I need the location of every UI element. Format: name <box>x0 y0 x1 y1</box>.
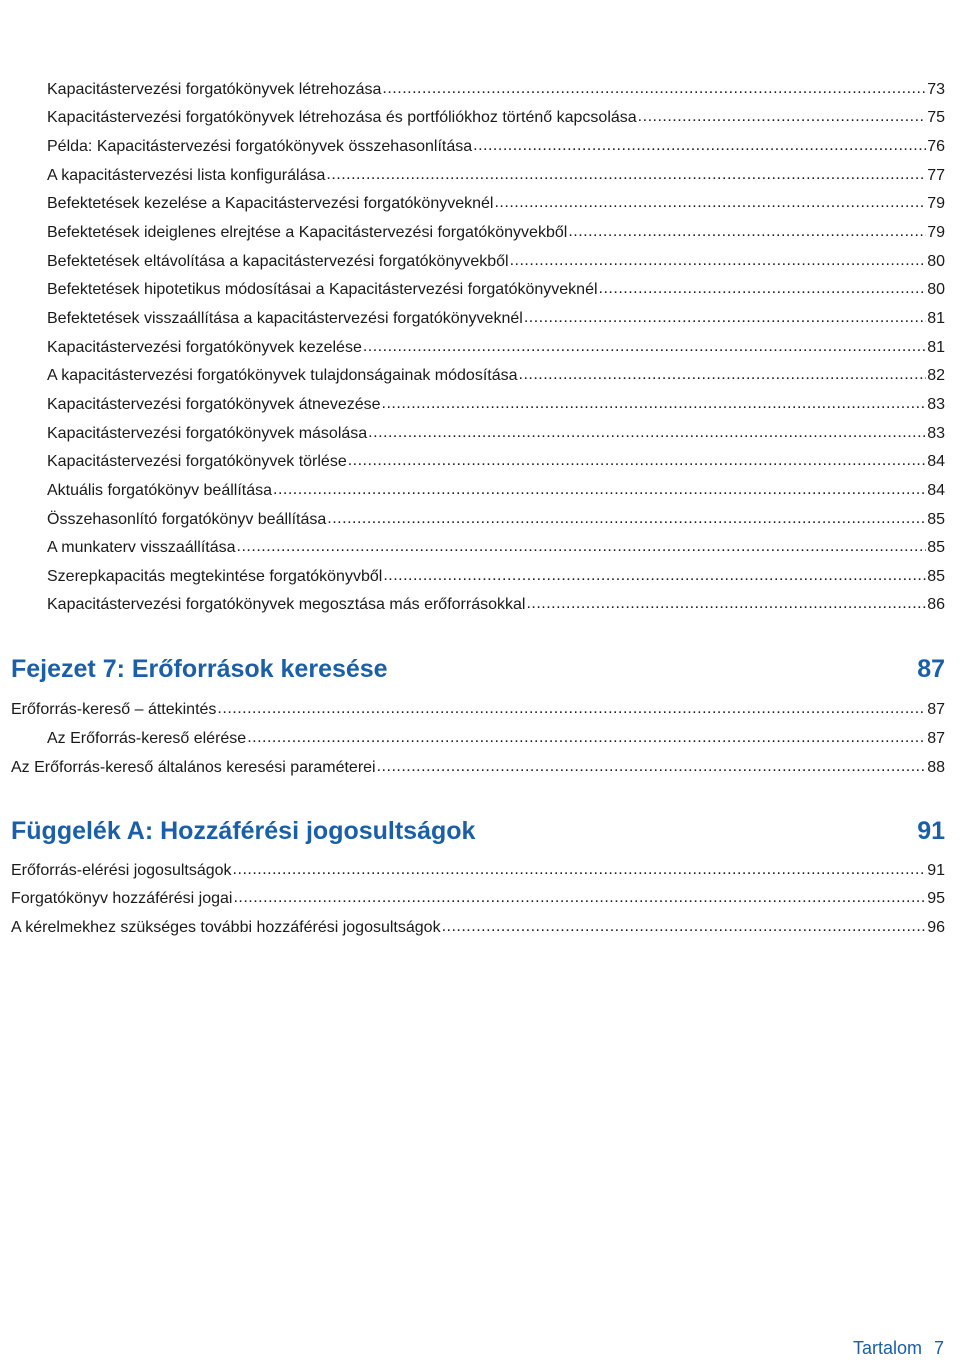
toc-entry-page: 87 <box>927 730 945 747</box>
dot-leader <box>383 566 926 586</box>
toc-entry[interactable] <box>11 758 945 778</box>
toc-entry[interactable] <box>47 252 945 272</box>
dot-leader <box>233 888 926 908</box>
toc-entry-title: Kapacitástervezési forgatókönyvek törlése <box>47 453 347 470</box>
dot-leader <box>494 193 926 213</box>
toc-entry-title: Erőforrás-elérési jogosultságok <box>11 862 232 879</box>
dot-leader <box>442 917 927 937</box>
toc-entry-title: Befektetések hipotetikus módosításai a Kapacitástervezési forgatókönyveknél <box>47 281 598 298</box>
chapter-title: Fejezet 7: Erőforrások keresése <box>11 655 388 683</box>
toc-entry-page: 96 <box>927 919 945 936</box>
toc-entry[interactable] <box>47 80 945 100</box>
dot-leader <box>237 537 927 557</box>
chapter-heading[interactable] <box>11 652 945 686</box>
toc-entry-page: 88 <box>927 759 945 776</box>
toc-entry-page: 85 <box>927 568 945 585</box>
toc-entry-title: Kapacitástervezési forgatókönyvek másolása <box>47 425 368 442</box>
toc-entry-title: Kapacitástervezési forgatókönyvek létrehozása <box>47 81 382 98</box>
toc-entry[interactable] <box>47 280 945 300</box>
dot-leader <box>363 337 926 357</box>
dot-leader <box>368 423 926 443</box>
toc-entry[interactable] <box>11 861 945 881</box>
toc-entry-page: 84 <box>927 453 945 470</box>
toc-entry-page: 75 <box>927 109 945 126</box>
toc-entry-page: 87 <box>927 701 945 718</box>
dot-leader <box>217 699 926 719</box>
dot-leader <box>326 165 926 185</box>
toc-entry-page: 81 <box>927 310 945 327</box>
toc-entry-page: 76 <box>927 138 945 155</box>
toc-entry[interactable] <box>47 481 945 501</box>
toc-entry-page: 85 <box>927 511 945 528</box>
footer-page-number: 7 <box>933 1338 944 1358</box>
toc-entry-title: Kapacitástervezési forgatókönyvek átnevezése <box>47 396 381 413</box>
toc-entry-title: Az Erőforrás-kereső általános keresési paraméterei <box>11 759 376 776</box>
toc-entry-title: Kapacitástervezési forgatókönyvek létrehozása és portfóliókhoz történő kapcsolása <box>47 109 637 126</box>
dot-leader <box>599 279 927 299</box>
chapter-page: 87 <box>917 655 945 683</box>
dot-leader <box>273 480 926 500</box>
toc-entry[interactable] <box>47 338 945 358</box>
toc-entry[interactable] <box>47 424 945 444</box>
toc-entry-page: 85 <box>927 539 945 556</box>
toc-entry-page: 81 <box>927 339 945 356</box>
toc-entry-title: A kapacitástervezési forgatókönyvek tulajdonságainak módosítása <box>47 367 518 384</box>
toc-entry-title: Kapacitástervezési forgatókönyvek megosztása más erőforrásokkal <box>47 596 526 613</box>
dot-leader <box>510 251 927 271</box>
toc-entry-title: A kapacitástervezési lista konfigurálása <box>47 167 326 184</box>
footer-section: Tartalom <box>852 1338 922 1358</box>
toc-entry[interactable] <box>11 918 945 938</box>
toc-entry-page: 79 <box>927 195 945 212</box>
dot-leader <box>382 79 926 99</box>
toc-entry-title: Forgatókönyv hozzáférési jogai <box>11 890 233 907</box>
dot-leader <box>348 451 926 471</box>
toc-entry[interactable] <box>47 194 945 214</box>
toc-entry-title: A munkaterv visszaállítása <box>47 539 236 556</box>
dot-leader <box>473 136 926 156</box>
toc-entry-title: Erőforrás-kereső – áttekintés <box>11 701 217 718</box>
toc-entry-page: 83 <box>927 425 945 442</box>
toc-entry-title: Összehasonlító forgatókönyv beállítása <box>47 511 327 528</box>
toc-entry-title: Kapacitástervezési forgatókönyvek kezelése <box>47 339 362 356</box>
appendix-heading[interactable] <box>11 814 945 848</box>
dot-leader <box>519 365 927 385</box>
toc-entry-title: Befektetések eltávolítása a kapacitástervezési forgatókönyvekből <box>47 253 509 270</box>
toc-entry-page: 86 <box>927 596 945 613</box>
toc-entry-title: Az Erőforrás-kereső elérése <box>47 730 247 747</box>
appendix-title: Függelék A: Hozzáférési jogosultságok <box>11 817 476 845</box>
toc-entry[interactable] <box>47 309 945 329</box>
toc-entry[interactable] <box>47 729 945 749</box>
toc-entry[interactable] <box>47 452 945 472</box>
toc-entry[interactable] <box>47 137 945 157</box>
dot-leader <box>377 757 927 777</box>
dot-leader <box>327 509 926 529</box>
toc-entry[interactable] <box>47 595 945 615</box>
appendix-page: 91 <box>917 817 945 845</box>
dot-leader <box>638 107 927 127</box>
toc-entry[interactable] <box>47 366 945 386</box>
toc-entry[interactable] <box>11 889 945 909</box>
toc-entry-page: 95 <box>927 890 945 907</box>
toc-entry[interactable] <box>47 108 945 128</box>
toc-entry[interactable] <box>11 700 945 720</box>
toc-entry-title: Befektetések kezelése a Kapacitástervezési forgatókönyveknél <box>47 195 494 212</box>
toc-entry-page: 80 <box>927 253 945 270</box>
toc-entry-title: A kérelmekhez szükséges további hozzáférési jogosultságok <box>11 919 441 936</box>
dot-leader <box>524 308 926 328</box>
toc-entry-title: Befektetések ideiglenes elrejtése a Kapacitástervezési forgatókönyvekből <box>47 224 568 241</box>
toc-entry-page: 80 <box>927 281 945 298</box>
toc-entry[interactable] <box>47 538 945 558</box>
dot-leader <box>568 222 926 242</box>
toc-entry-page: 73 <box>927 81 945 98</box>
dot-leader <box>247 728 926 748</box>
toc-entry[interactable] <box>47 166 945 186</box>
toc-entry-page: 82 <box>927 367 945 384</box>
dot-leader <box>526 594 926 614</box>
toc-entry-title: Befektetések visszaállítása a kapacitástervezési forgatókönyveknél <box>47 310 523 327</box>
toc-entry-title: Aktuális forgatókönyv beállítása <box>47 482 273 499</box>
dot-leader <box>233 860 927 880</box>
toc-entry-page: 91 <box>927 862 945 879</box>
toc-entry-page: 83 <box>927 396 945 413</box>
toc-entry-title: Szerepkapacitás megtekintése forgatókönyvből <box>47 568 383 585</box>
toc-entry-page: 77 <box>927 167 945 184</box>
dot-leader <box>382 394 927 414</box>
toc-entry[interactable] <box>47 395 945 415</box>
toc-entry-title: Példa: Kapacitástervezési forgatókönyvek összehasonlítása <box>47 138 473 155</box>
toc-entry-page: 84 <box>927 482 945 499</box>
toc-entry[interactable] <box>47 510 945 530</box>
page-footer <box>853 1338 944 1359</box>
toc-entry[interactable] <box>47 223 945 243</box>
toc-entry[interactable] <box>47 567 945 587</box>
toc-entry-page: 79 <box>927 224 945 241</box>
